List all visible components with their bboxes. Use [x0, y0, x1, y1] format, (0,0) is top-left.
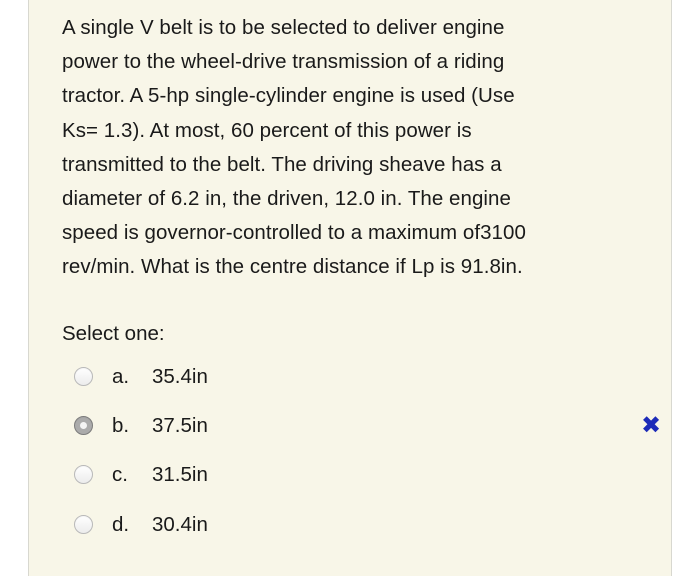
option-text: 35.4in — [152, 365, 208, 388]
question-line: A single V belt is to be selected to deliver engine — [62, 16, 505, 39]
question-card — [28, 0, 672, 576]
answer-option-d[interactable] — [73, 510, 633, 546]
select-one-label: Select one: — [62, 322, 165, 345]
question-line: Ks= 1.3). At most, 60 percent of this power is — [62, 118, 472, 142]
answer-option-c[interactable] — [73, 460, 633, 496]
question-line: rev/min. What is the centre distance if Lp is 91.8in. — [62, 255, 523, 279]
question-line: speed is governor-controlled to a maximum of3100 — [62, 221, 526, 245]
question-line: diameter of 6.2 in, the driven, 12.0 in. The engine — [62, 187, 511, 211]
option-text: 31.5in — [152, 463, 208, 486]
radio-button-d[interactable] — [74, 515, 93, 534]
option-letter: c. — [112, 463, 128, 486]
option-letter: b. — [112, 414, 130, 437]
radio-button-a[interactable] — [74, 367, 93, 386]
question-line: transmitted to the belt. The driving sheave has a — [62, 152, 502, 176]
option-letter: d. — [112, 513, 130, 536]
answer-option-a[interactable] — [73, 362, 633, 398]
option-letter: a. — [112, 365, 130, 388]
question-line: tractor. A 5-hp single-cylinder engine is used (Use — [62, 84, 515, 108]
option-text: 37.5in — [152, 414, 208, 437]
question-text — [62, 11, 652, 285]
radio-button-c[interactable] — [74, 465, 93, 484]
question-line: power to the wheel-drive transmission of a riding — [62, 50, 505, 74]
answer-option-b[interactable] — [73, 411, 662, 447]
radio-button-b[interactable] — [74, 416, 93, 435]
option-text: 30.4in — [152, 513, 208, 536]
incorrect-cross-icon: ✖ — [641, 412, 662, 439]
